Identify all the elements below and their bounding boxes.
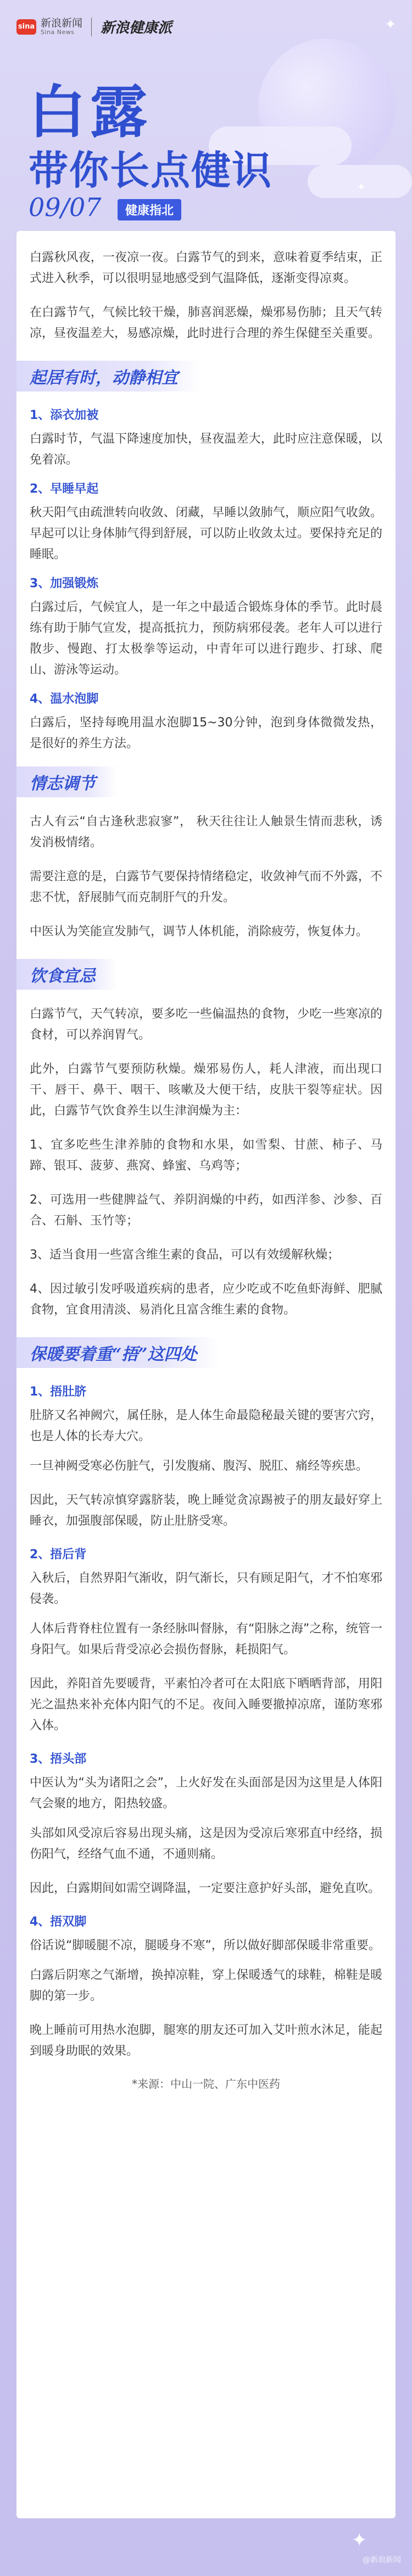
paragraph: 2、可选用一些健脾益气、养阴润燥的中药，如西洋参、沙参、百合、石斛、玉竹等； bbox=[30, 1193, 382, 1228]
intro-paragraph: 白露秋风夜，一夜凉一夜。白露节气的到来，意味着夏季结束，正式进入秋季，可以很明显地感受到气温降低，逐渐变得凉爽。 bbox=[30, 251, 382, 285]
subheading: 4、捂双脚 bbox=[30, 1915, 87, 1929]
paragraph: 秋天阳气由疏泄转向收敛、闭藏，早睡以敛肺气，顺应阳气收敛。早起可以让身体肺气得到舒展，可以防止收敛太过。要保持充足的睡眠。 bbox=[30, 506, 382, 561]
intro-paragraph: 在白露节气，气候比较干燥，肺喜润恶燥，燥邪易伤肺；且天气转凉，昼夜温差大，易感凉燥，此时进行合理的养生保健至关重要。 bbox=[30, 306, 382, 340]
paragraph: 因此，天气转凉慎穿露脐装，晚上睡觉贪凉踢被子的朋友最好穿上睡衣，加强腹部保暖，防止肚脐受寒。 bbox=[30, 1493, 382, 1528]
subheading: 4、温水泡脚 bbox=[30, 692, 99, 706]
subheading: 2、早睡早起 bbox=[30, 482, 99, 496]
paragraph: 一旦神阙受寒必伤脏气，引发腹痛、腹泻、脱肛、痛经等疾患。 bbox=[30, 1459, 369, 1473]
paragraph: 中医认为“头为诸阳之会”，上火好发在头面部是因为这里是人体阳气会聚的地方，阳热较盛。 bbox=[30, 1776, 382, 1811]
subheading: 3、加强锻炼 bbox=[30, 577, 99, 591]
section-title: 饮食宜忌 bbox=[16, 959, 118, 990]
star-icon: ✦ bbox=[385, 16, 397, 33]
paragraph: 此外，白露节气要预防秋燥。燥邪易伤人，耗人津液，而出现口干、唇干、鼻干、咽干、咳嗽及大便干结，皮肤干裂等症状。因此，白露节气饮食养生以生津润燥为主： bbox=[30, 1062, 382, 1118]
section-title: 起居有时，动静相宜 bbox=[16, 361, 200, 391]
column-name: 新浪健康派 bbox=[101, 20, 172, 36]
brand-name-en: Sina News bbox=[41, 28, 75, 36]
subheading: 2、捂后背 bbox=[30, 1548, 87, 1562]
section-title: 情志调节 bbox=[16, 766, 118, 797]
paragraph: 白露过后，气候宜人，是一年之中最适合锻炼身体的季节。此时晨练有助于肺气宣发，提高抵抗力，预防病邪侵袭。老年人可以进行散步、慢跑、打太极拳等运动，中青年可以进行跑步、打球、爬山、游泳等运动。 bbox=[30, 600, 382, 677]
hero-subtitle: 带你长点健识 bbox=[29, 147, 273, 194]
paragraph: 因此，养阳首先要暖背，平素怕冷者可在太阳底下晒晒背部，用阳光之温热来补充体内阳气的不足。夜间入睡要撤掉凉席，谨防寒邪入体。 bbox=[30, 1677, 382, 1733]
paragraph: 白露后，坚持每晚用温水泡脚15~30分钟，泡到身体微微发热，是很好的养生方法。 bbox=[30, 716, 382, 751]
brand-name: 新浪新闻 bbox=[41, 17, 83, 29]
paragraph: 俗话说“脚暖腿不凉，腿暖身不寒”，所以做好脚部保暖非常重要。 bbox=[30, 1939, 381, 1952]
paragraph: 古人有云“自古逢秋悲寂寥”， 秋天往往让人触景生情而悲秋，诱发消极情绪。 bbox=[30, 815, 382, 850]
paragraph: 晚上睡前可用热水泡脚，腿寒的朋友还可加入艾叶煎水沐足，能起到暖身助眠的效果。 bbox=[30, 2023, 382, 2058]
paragraph: 白露后阴寒之气渐增，换掉凉鞋，穿上保暖透气的球鞋，棉鞋是暖脚的第一步。 bbox=[30, 1968, 382, 2003]
watermark: @新浪新闻 bbox=[363, 2556, 401, 2564]
hero-tag: 健康指北 bbox=[118, 199, 181, 220]
hero-title: 白露 bbox=[29, 78, 152, 146]
source-note: *来源：中山一院、广东中医药 bbox=[132, 2077, 280, 2090]
sina-logo: sina bbox=[16, 19, 36, 35]
paragraph: 人体后背脊柱位置有一条经脉叫督脉，有“阳脉之海”之称，统管一身阳气。如果后背受凉必会损伤督脉，耗损阳气。 bbox=[30, 1622, 382, 1657]
paragraph: 需要注意的是，白露节气要保持情绪稳定，收敛神气而不外露，不悲不忧，舒展肺气而克制肝气的升发。 bbox=[30, 870, 382, 904]
hero-date: 09/07 bbox=[29, 192, 102, 222]
paragraph: 白露时节，气温下降速度加快，昼夜温差大，此时应注意保暖，以免着凉。 bbox=[30, 432, 382, 467]
sparkle-icon: ✦ bbox=[352, 2529, 368, 2551]
paragraph: 因此，白露期间如需空调降温，一定要注意护好头部，避免直吹。 bbox=[30, 1882, 381, 1895]
header-bar bbox=[16, 16, 172, 37]
paragraph: 4、因过敏引发呼吸道疾病的患者，应少吃或不吃鱼虾海鲜、肥腻食物，宜食用清淡、易消化且富含维生素的食物。 bbox=[30, 1282, 382, 1317]
paragraph: 3、适当食用一些富含维生素的食品，可以有效缓解秋燥； bbox=[30, 1248, 339, 1262]
subheading: 1、添衣加被 bbox=[30, 409, 99, 422]
brand bbox=[41, 18, 82, 36]
paragraph: 中医认为笑能宣发肺气，调节人体机能，消除疲劳，恢复体力。 bbox=[30, 925, 369, 939]
section-title: 保暖要着重“捂”这四处 bbox=[16, 1337, 219, 1368]
paragraph: 头部如风受凉后容易出现头痛，这是因为受凉后寒邪直中经络，损伤阳气，经络气血不通，不通则痛。 bbox=[30, 1827, 382, 1861]
subheading: 3、捂头部 bbox=[30, 1752, 87, 1766]
paragraph: 1、宜多吃些生津养肺的食物和水果，如雪梨、甘蔗、柿子、马蹄、银耳、菠萝、燕窝、蜂蜜、乌鸡等； bbox=[30, 1138, 382, 1173]
paragraph: 白露节气，天气转凉，要多吃一些偏温热的食物，少吃一些寒凉的食材，可以养润胃气。 bbox=[30, 1007, 382, 1042]
paragraph: 入秋后，自然界阳气渐收，阴气渐长，只有顾足阳气，才不怕寒邪侵袭。 bbox=[30, 1571, 382, 1606]
star-icon: ✦ bbox=[357, 181, 366, 193]
header-divider bbox=[91, 18, 92, 36]
subheading: 1、捂肚脐 bbox=[30, 1385, 87, 1399]
paragraph: 肚脐又名神阙穴，属任脉，是人体生命最隐秘最关键的要害穴窍，也是人体的长寿大穴。 bbox=[30, 1409, 382, 1443]
article-card bbox=[16, 231, 396, 2518]
